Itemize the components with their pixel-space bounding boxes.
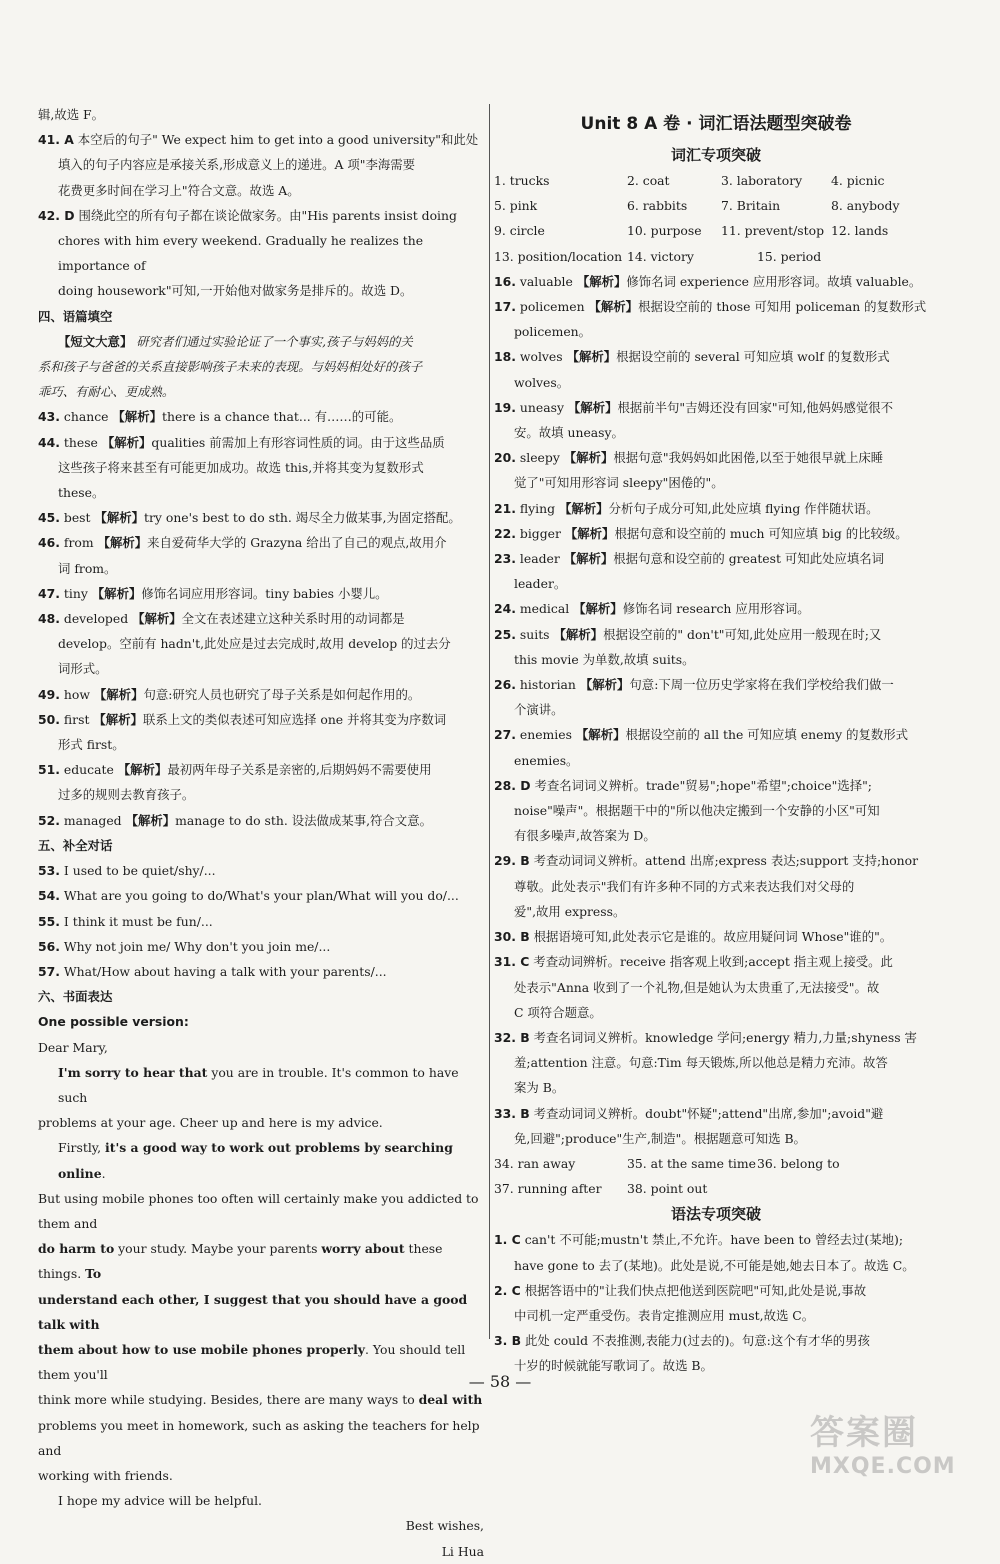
analysis-tag: 【解析】 [553,626,604,642]
analysis-text: 修饰名词应用形容词。tiny babies 小婴儿。 [141,585,388,601]
answer-word: leader [519,551,560,567]
letter-line: problems you meet in homework, such as asking the teachers for help and [38,1417,480,1458]
letter-line: understand each other, I suggest that you should have a good talk with [38,1291,468,1332]
question-number: 27. [494,727,516,743]
section-title: 词汇专项突破 [670,146,761,164]
analysis-line: these。 [58,485,105,501]
dialog-line [38,959,484,984]
phrase-answer: 36. belong to [757,1155,840,1171]
analysis-text: 考查动词词义辨析。doubt"怀疑";attend"出席,参加";avoid"避 [529,1105,884,1121]
question-number: 25. [494,626,516,642]
letter-line [38,1236,484,1286]
letter-greeting: Dear Mary, [38,1039,108,1055]
question-number: 26. [494,677,516,693]
analysis-text: 根据设空前的 those 可知用 policeman 的复数形式 [638,299,927,315]
analysis-line: have gone to 去了(某地)。此处是说,不可能是她,她去日本了。故选 C。 [514,1257,915,1273]
analysis-tag: 【解析】 [112,409,162,425]
answer-word: flying [519,500,556,516]
analysis-tag: 【解析】 [564,525,615,541]
answer-text: doing housework"可知,一开始他对做家务是排斥的。故选 D。 [58,283,413,299]
answer-line [38,606,484,631]
dialog-line [38,909,484,934]
vocab-answer: 8. anybody [831,198,900,214]
analysis-text: 最初两年母子关系是亲密的,后期妈妈不需要使用 [167,762,432,778]
answer-line [494,445,938,470]
vocab-answer: 15. period [757,248,822,264]
analysis-line: 词形式。 [58,661,108,677]
answer-line [38,127,484,152]
analysis-tag: 【解析】 [132,611,182,627]
answer-word: medical [519,601,570,617]
answer-word: best [63,510,91,526]
answer-text: 填入的句子内容应是承接关系,形成意义上的递进。A 项"李海需要 [58,157,416,173]
analysis-text: 考查名词词义辨析。trade"贸易";hope"希望";choice"选择"; [530,777,872,793]
analysis-tag: 【解析】 [559,500,609,516]
watermark-logo [810,1405,990,1485]
question-number: 21. [494,500,516,516]
section-heading: 五、补全对话 [38,837,113,853]
vocab-answer: 1. trucks [494,173,550,188]
analysis-text: 来自爱荷华大学的 Grazyna 给出了自己的观点,故用介 [147,535,447,551]
letter-line: I hope my advice will be helpful. [58,1493,262,1509]
letter-closing: Best wishes, [405,1518,484,1534]
letter-bold: deal with [418,1392,483,1408]
analysis-tag: 【解析】 [575,727,626,743]
analysis-line: 个演讲。 [514,702,564,718]
phrase-row [494,1176,938,1201]
analysis-text: 根据设空前的 several 可知应填 wolf 的复数形式 [616,349,890,365]
vocab-answer: 10. purpose [627,223,702,239]
analysis-tag: 【解析】 [566,349,617,365]
answer-text: 辑,故选 F。 [38,107,105,122]
analysis-text: there is a chance that... 有……的可能。 [161,409,402,425]
analysis-line: 爱",故用 express。 [514,903,626,919]
question-number: 31. C [494,954,530,970]
letter-text: think more while studying. Besides, there are many ways to [38,1392,419,1408]
analysis-line: 中司机一定严重受伤。表肯定推测应用 must,故选 C。 [514,1307,815,1323]
analysis-tag: 【解析】 [576,273,627,289]
answer-line [494,924,938,949]
question-number: 55. [38,913,60,929]
analysis-line: 尊敬。此处表示"我们有许多种不同的方式来表达我们对父母的 [514,878,855,894]
dialog-text: What are you going to do/What's your plan/What will you do/... [63,888,459,904]
question-number: 51. [38,762,60,778]
letter-line [38,1060,484,1110]
question-number: 1. C [494,1232,521,1248]
question-number: 16. [494,273,516,289]
question-number: 30. B [494,929,530,945]
answer-line [38,530,484,555]
analysis-text: 修饰名词 research 应用形容词。 [622,601,810,617]
question-number: 42. D [38,207,75,223]
analysis-tag: 【解析】 [101,434,152,450]
analysis-text: 联系上文的类似表述可知应选择 one 并将其变为序数词 [142,711,447,727]
dialog-line [38,858,484,883]
answer-line [494,949,938,974]
analysis-line: 处表示"Anna 收到了一个礼物,但是她认为太贵重了,无法接受"。故 [514,979,880,995]
phrase-row [494,1151,938,1176]
answer-word: historian [519,677,576,693]
question-number: 33. B [494,1105,530,1121]
answer-line [494,521,938,546]
section-heading: 四、语篇填空 [38,308,113,324]
dialog-line [38,883,484,908]
answer-line [38,178,484,203]
vocab-row [494,218,938,243]
answer-line [494,546,938,571]
analysis-text: 分析句子成分可知,此处应填 flying 作伴随状语。 [608,500,879,516]
question-number: 49. [38,686,60,702]
letter-line: working with friends. [38,1467,173,1483]
analysis-line: wolves。 [514,374,570,390]
analysis-line: leader。 [514,576,567,592]
answer-word: chance [63,409,109,425]
section-title: 语法专项突破 [670,1205,761,1224]
analysis-tag: 【解析】 [567,399,618,415]
dialog-text: Why not join me/ Why don't you join me/... [63,938,331,954]
answer-line [494,596,938,621]
answer-line [494,1227,938,1252]
analysis-line: develop。空前有 hadn't,此处应是过去完成时,故用 develop 的过去分 [58,636,451,652]
question-number: 56. [38,938,60,954]
answer-line [494,344,938,369]
answer-line [494,294,938,319]
phrase-answer: 34. ran away [494,1155,576,1171]
answer-text: 围绕此空的所有句子都在谈论做家务。由"His parents insist doing [74,207,457,223]
answer-line [38,581,484,606]
letter-text: your study. Maybe your parents [114,1241,322,1257]
vocab-answer: 3. laboratory [721,173,803,188]
question-number: 53. [38,863,60,879]
answer-line [494,722,938,747]
summary-text: 研究者们通过实验论证了一个事实,孩子与妈妈的关 [132,333,413,349]
analysis-text: 修饰名词 experience 应用形容词。故填 valuable。 [626,273,922,289]
answer-word: enemies [519,727,572,743]
question-number: 57. [38,963,60,979]
analysis-tag: 【解析】 [563,450,614,466]
answer-line [38,152,484,177]
letter-line [38,1135,484,1185]
analysis-text: qualities 前需加上有形容词性质的词。由于这些品质 [151,434,445,450]
question-number: 32. B [494,1029,530,1045]
analysis-tag: 【解析】 [573,601,623,617]
answer-word: sleepy [519,450,560,466]
answer-line [494,395,938,420]
answer-line [38,757,484,782]
section-heading: 六、书面表达 [38,989,113,1005]
analysis-line: 这些孩子将来甚至有可能更加成功。故选 this,并将其变为复数形式 [58,459,424,475]
answer-word: valuable [519,273,573,289]
question-number: 3. B [494,1333,522,1349]
answer-line [38,203,484,228]
letter-bold: do harm to [38,1241,115,1257]
analysis-text: 根据句意"我妈妈如此困倦,以至于她很早就上床睡 [613,450,884,466]
question-number: 50. [38,711,60,727]
question-number: 24. [494,601,516,617]
answer-word: from [63,535,94,551]
vocab-answer: 9. circle [494,223,545,239]
letter-text: these things. [38,1241,443,1282]
vocab-answer: 7. Britain [721,198,781,214]
answer-line [38,505,484,530]
answer-line [494,269,938,294]
question-number: 46. [38,535,60,551]
letter-bold: worry about [321,1241,405,1257]
answer-line [38,102,484,127]
letter-line: But using mobile phones too often will certainly make you addicted to them and [38,1190,479,1231]
answer-word: educate [63,762,114,778]
analysis-text: 根据设空前的" don't"可知,此处应用一般现在时;又 [603,626,882,642]
analysis-text: 根据前半句"吉姆还没有回家"可知,他妈妈感觉很不 [617,399,894,415]
question-number: 29. B [494,853,530,869]
answer-line [494,622,938,647]
analysis-line: policemen。 [514,324,592,340]
analysis-text: try one's best to do sth. 竭尽全力做某事,为固定搭配。 [144,510,461,526]
answer-line [494,848,938,873]
question-number: 47. [38,585,60,601]
answer-word: tiny [63,585,88,601]
answer-text: 本空后的句子" We expect him to get into a good university"和此处 [73,132,479,148]
answer-line [494,672,938,697]
answer-line [494,1328,938,1353]
analysis-line: 觉了"可知用形容词 sleepy"困倦的"。 [514,475,724,491]
letter-bold: I'm sorry to hear that [58,1064,208,1080]
analysis-line: enemies。 [514,752,579,768]
analysis-line: 安。故填 uneasy。 [514,425,624,441]
question-number: 23. [494,551,516,567]
dialog-line [38,934,484,959]
letter-text: . [101,1165,106,1181]
answer-word: developed [63,611,129,627]
answer-line [494,1101,938,1126]
right-column [494,102,938,1379]
analysis-text: 根据句意和设空前的 greatest 可知此处应填名词 [613,551,885,567]
vocab-answer: 13. position/location [494,248,623,264]
phrase-answer: 37. running after [494,1181,602,1197]
summary-label: 【短文大意】 [58,333,133,349]
analysis-tag: 【解析】 [563,551,614,567]
dialog-text: I used to be quiet/shy/... [63,863,216,879]
vocab-row [494,193,938,218]
answer-line [38,682,484,707]
question-number: 17. [494,299,516,315]
vocab-answer: 12. lands [831,223,889,239]
dialog-text: What/How about having a talk with your parents/... [63,963,387,979]
watermark-url: MXQE.COM [810,1454,956,1479]
analysis-text: 句意:下周一位历史学家将在我们学校给我们做一 [629,677,894,693]
answer-line [494,773,938,798]
phrase-answer: 38. point out [627,1181,708,1197]
letter-line: problems at your age. Cheer up and here is my advice. [38,1115,383,1131]
letter-bold: them about how to use mobile phones properly [38,1341,365,1357]
letter-signature: Li Hua [441,1543,484,1559]
answer-line [494,1278,938,1303]
vocab-answer: 2. coat [627,173,670,188]
question-number: 54. [38,888,60,904]
analysis-tag: 【解析】 [91,585,142,601]
analysis-text: 考查动词词义辨析。attend 出席;express 表达;support 支持;honor [529,853,919,869]
answer-line [38,228,484,278]
analysis-text: manage to do sth. 设法做成某事,符合文意。 [175,812,432,828]
letter-text: you are in trouble. It's common to have such [58,1064,459,1105]
analysis-line: 词 from。 [58,560,117,576]
question-number: 28. D [494,777,531,793]
analysis-tag: 【解析】 [579,677,630,693]
answer-word: managed [63,812,122,828]
page-number: — 58 — [468,1372,532,1391]
question-number: 48. [38,611,60,627]
unit-title: Unit 8 A 卷 · 词汇语法题型突破卷 [580,114,852,134]
watermark-text: 答案圈 [810,1413,918,1453]
question-number: 22. [494,525,516,541]
dialog-text: I think it must be fun/... [63,913,213,929]
answer-line [38,707,484,732]
letter-text: . You should tell them you'll [38,1341,466,1383]
analysis-tag: 【解析】 [93,711,143,727]
answer-line [38,404,484,429]
analysis-line: 形式 first。 [58,737,125,753]
analysis-line: 案为 B。 [514,1080,565,1096]
answer-line [494,1025,938,1050]
question-number: 52. [38,812,60,828]
vocab-answer: 11. prevent/stop [721,223,825,239]
answer-line [38,430,484,455]
vocab-answer: 5. pink [494,198,538,214]
analysis-text: 句意:研究人员也研究了母子关系是如何起作用的。 [143,686,421,702]
answer-line [494,496,938,521]
analysis-text: 根据句意和设空前的 much 可知应填 big 的比较级。 [614,525,908,541]
answer-word: how [63,686,90,702]
answer-word: bigger [519,525,561,541]
vocab-row [494,244,938,269]
question-number: 2. C [494,1282,521,1298]
column-divider [489,104,490,1339]
analysis-text: 考查名词词义辨析。knowledge 学问;energy 精力,力量;shyness 害 [529,1029,917,1045]
answer-word: policemen [519,299,585,315]
question-number: 18. [494,349,516,365]
analysis-line: this movie 为单数,故填 suits。 [514,651,695,667]
answer-word: suits [519,626,550,642]
letter-text: Firstly, [58,1140,106,1156]
analysis-text: 全文在表述建立这种关系时用的动词都是 [181,611,405,627]
question-number: 45. [38,510,60,526]
analysis-text: 根据答语中的"让我们快点把他送到医院吧"可知,此处是说,事故 [520,1282,867,1298]
analysis-tag: 【解析】 [93,686,144,702]
analysis-tag: 【解析】 [117,762,168,778]
analysis-tag: 【解析】 [125,812,176,828]
analysis-line: 有很多噪声,故答案为 D。 [514,828,656,844]
vocab-answer: 6. rabbits [627,198,688,214]
vocab-answer: 4. picnic [831,173,885,188]
summary-line [38,329,484,354]
analysis-tag: 【解析】 [94,510,145,526]
analysis-tag: 【解析】 [97,535,148,551]
question-number: 43. [38,409,60,425]
analysis-text: 此处 could 不表推测,表能力(过去的)。句意:这个有才华的男孩 [521,1333,870,1349]
analysis-line: 十岁的时候就能写歌词了。故选 B。 [514,1358,713,1374]
analysis-line: 过多的规则去教育孩子。 [58,787,195,803]
analysis-line: noise"噪声"。根据题干中的"所以他决定搬到一个安静的小区"可知 [514,803,880,819]
vocab-answer: 14. victory [627,248,694,264]
letter-line [38,1387,484,1412]
answer-text: chores with him every weekend. Gradually he realizes the importance of [58,233,424,274]
letter-bold: To [85,1266,102,1282]
question-number: 19. [494,399,516,415]
answer-line [38,278,484,303]
analysis-text: 根据设空前的 all the 可知应填 enemy 的复数形式 [625,727,909,743]
summary-line: 乖巧、有耐心、更成熟。 [38,384,175,400]
analysis-text: 根据语境可知,此处表示它是谁的。故应用疑问词 Whose"谁的"。 [529,929,893,945]
analysis-text: 考查动词辨析。receive 指客观上收到;accept 指主观上接受。此 [529,954,893,970]
phrase-answer: 35. at the same time [627,1155,756,1171]
answer-word: uneasy [519,399,564,415]
analysis-tag: 【解析】 [588,299,639,315]
answer-word: these [63,434,98,450]
analysis-line: 羞;attention 注意。句意:Tim 每天锻炼,所以他总是精力充沛。故答 [514,1055,888,1071]
question-number: 44. [38,434,60,450]
question-number: 20. [494,450,516,466]
version-label: One possible version: [38,1014,189,1030]
summary-line: 系和孩子与爸爸的关系直接影响孩子未来的表现。与妈妈相处好的孩子 [38,359,423,375]
analysis-line: 免,回避";produce"生产,制造"。根据题意可知选 B。 [514,1130,806,1146]
question-number: 41. A [38,132,74,148]
vocab-row [494,168,938,193]
analysis-text: can't 不可能;mustn't 禁止,不允许。have been to 曾经去过(某地); [520,1232,904,1248]
answer-word: wolves [519,349,563,365]
answer-line [38,808,484,833]
answer-word: first [63,711,90,727]
analysis-line: C 项符合题意。 [514,1004,602,1020]
left-column [38,102,484,1564]
answer-text: 花费更多时间在学习上"符合文意。故选 A。 [58,182,300,198]
letter-bold: it's a good way to work out problems by searching online [58,1140,453,1181]
